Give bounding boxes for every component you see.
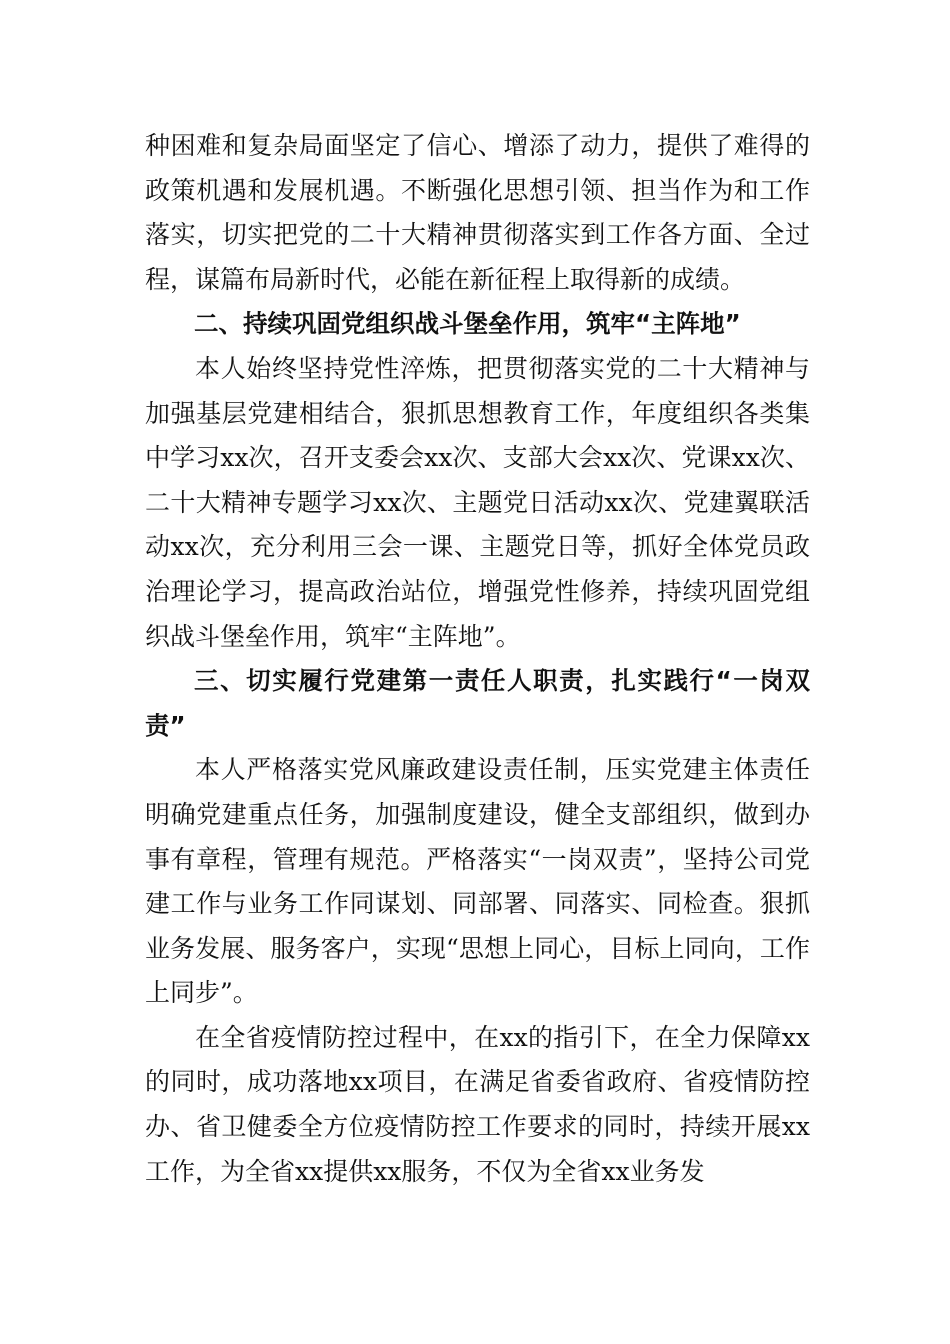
section-heading-3: 三、切实履行党建第一责任人职责，扎实践行“一岗双责” xyxy=(145,666,810,740)
section-heading-2: 二、持续巩固党组织战斗堡垒作用，筑牢“主阵地” xyxy=(194,309,741,339)
paragraph-epidemic-prevention: 在全省疫情防控过程中，在xx的指引下，在全力保障xx的同时，成功落地xx项目，在满足省委省政府、省疫情防控办、省卫健委全方位疫情防控工作要求的同时，持续开展xx工作，为全省xx提供xx服务，不仅为全省xx业务发 xyxy=(145,1022,810,1186)
paragraph-responsibility: 本人严格落实党风廉政建设责任制，压实党建主体责任明确党建重点任务，加强制度建设，健全支部组织，做到办事有章程，管理有规范。严格落实“一岗双责”，坚持公司党建工作与业务工作同谋划、同部署、同落实、同检查。狠抓业务发展、服务客户，实现“思想上同心，目标上同向，工作上同步”。 xyxy=(145,755,810,1008)
paragraph-party-organization: 本人始终坚持党性淬炼，把贯彻落实党的二十大精神与加强基层党建相结合，狠抓思想教育工作，年度组织各类集中学习xx次，召开支委会xx次、支部大会xx次、党课xx次、二十大精神专题学习xx次、主题党日活动xx次、党建翼联活动xx次，充分利用三会一课、主题党日等，抓好全体党员政治理论学习，提高政治站位，增强党性修养，持续巩固党组织战斗堡垒作用，筑牢“主阵地”。 xyxy=(145,353,810,651)
document-body xyxy=(145,124,810,1194)
paragraph-continued: 种困难和复杂局面坚定了信心、增添了动力，提供了难得的政策机遇和发展机遇。不断强化思想引领、担当作为和工作落实，切实把党的二十大精神贯彻落实到工作各方面、全过程，谋篇布局新时代，必能在新征程上取得新的成绩。 xyxy=(145,131,810,294)
